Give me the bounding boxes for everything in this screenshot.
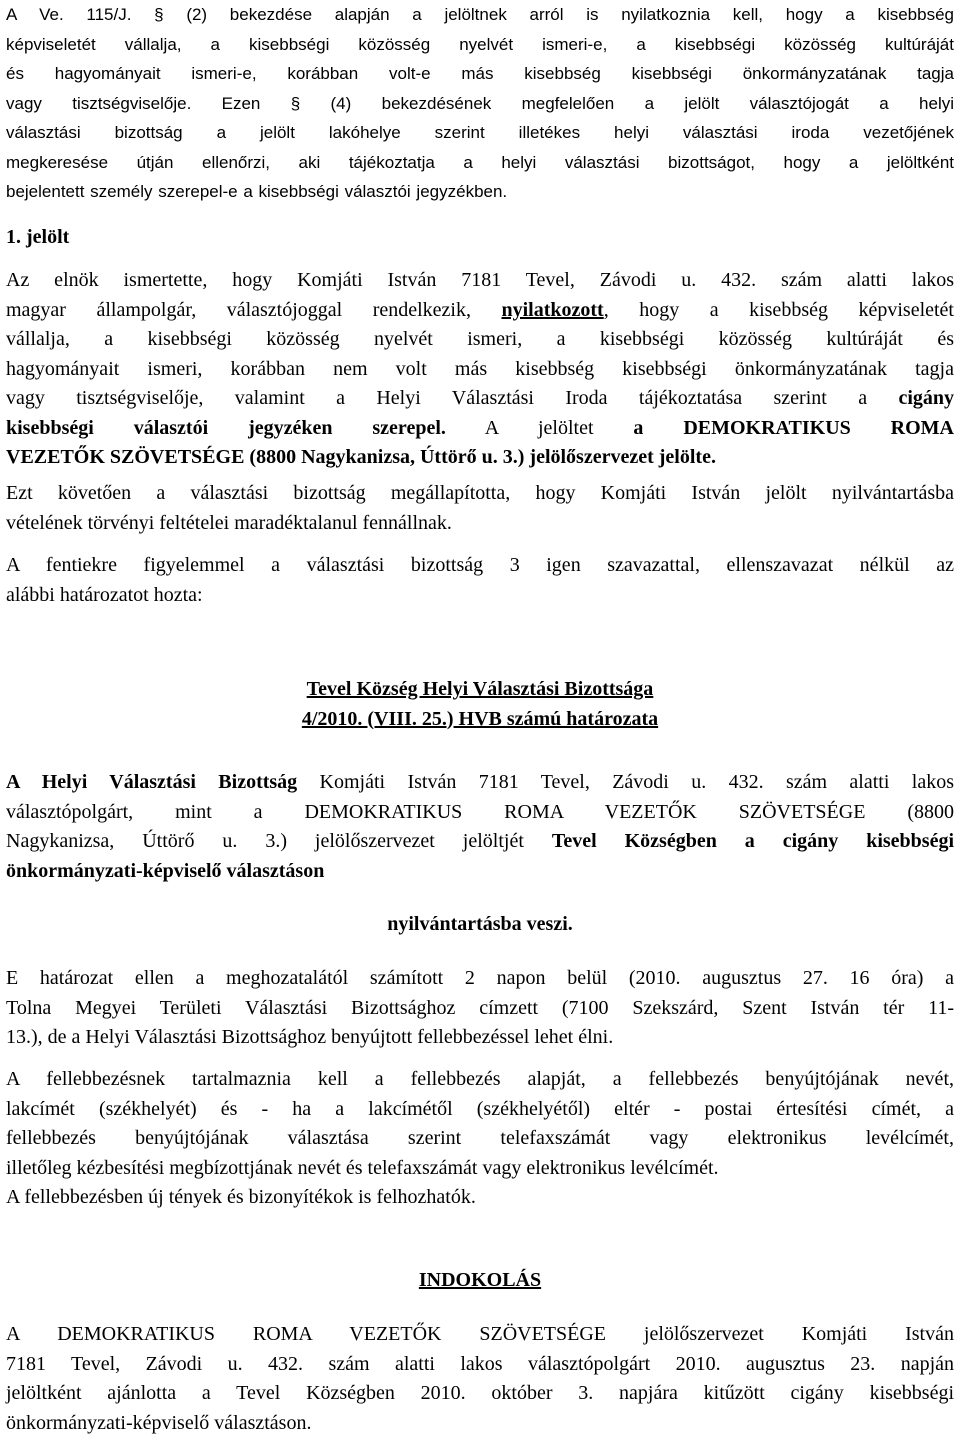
text-line: választópolgárt, mint a DEMOKRATIKUS ROMA VEZETŐK SZÖVETSÉGE (8800 (6, 798, 954, 828)
text-line: vagy tisztségviselője, valamint a Helyi Választási Iroda tájékoztatása szerint a cigány (6, 384, 954, 414)
candidate-statement (6, 266, 954, 473)
resolution-title (6, 675, 954, 734)
text-line: 13.), de a Helyi Választási Bizottsághoz benyújtott fellebbezéssel lehet élni. (6, 1023, 954, 1053)
vote-paragraph (6, 551, 954, 610)
text-line: vételének törvényi feltételei maradéktalanul fennállnak. (6, 509, 954, 539)
text-line: hagyományait ismeri, korábban nem volt más kisebbség kisebbségi önkormányzatának tagja (6, 355, 954, 385)
text-line: vállalja, a kisebbségi közösség nyelvét ismeri, a kisebbségi közösség kultúráját és (6, 325, 954, 355)
finding-paragraph (6, 479, 954, 538)
text-line: választási bizottság a jelölt lakóhelye szerint illetékes helyi választási iroda vezetőjének (6, 118, 954, 148)
text-line: és hagyományait ismeri-e, korábban volt-e más kisebbség kisebbségi önkormányzatának tagja (6, 59, 954, 89)
resolution-body (6, 768, 954, 886)
text-line: VEZETŐK SZÖVETSÉGE (8800 Nagykanizsa, Úttörő u. 3.) jelölőszervezet jelölte. (6, 443, 954, 473)
text-line: A Ve. 115/J. § (2) bekezdése alapján a jelöltnek arról is nyilatkoznia kell, hogy a kisebbség (6, 0, 954, 30)
text-line: magyar állampolgár, választójoggal rendelkezik, nyilatkozott, hogy a kisebbség képviseletét (6, 296, 954, 326)
text-line: vagy tisztségviselője. Ezen § (4) bekezdésének megfelelően a jelölt választójogát a helyi (6, 89, 954, 119)
text-line: önkormányzati-képviselő választáson (6, 857, 954, 887)
text-line: Ezt követően a választási bizottság megállapította, hogy Komjáti István jelölt nyilvántartásba (6, 479, 954, 509)
text-line: kisebbségi választói jegyzéken szerepel. A jelöltet a DEMOKRATIKUS ROMA (6, 414, 954, 444)
text-line: illetőleg kézbesítési megbízottjának nevét és telefaxszámát vagy elektronikus levélcímét. (6, 1154, 954, 1184)
text-line: jelöltként ajánlotta a Tevel Községben 2010. október 3. napjára kitűzött cigány kisebbségi (6, 1379, 954, 1409)
text-line: megkeresése útján ellenőrzi, aki tájékoztatja a helyi választási bizottságot, hogy a jelöltként (6, 148, 954, 178)
text-line: Nagykanizsa, Úttörő u. 3.) jelölőszervezet jelöltjét Tevel Községben a cigány kisebbségi (6, 827, 954, 857)
candidate-heading: 1. jelölt (6, 223, 954, 253)
appeal-contents-paragraph (6, 1065, 954, 1213)
text-line: A fentiekre figyelemmel a választási bizottság 3 igen szavazattal, ellenszavazat nélkül az (6, 551, 954, 581)
text-line: önkormányzati-képviselő választáson. (6, 1409, 954, 1438)
text-line: A DEMOKRATIKUS ROMA VEZETŐK SZÖVETSÉGE jelölőszervezet Komjáti István (6, 1320, 954, 1350)
reasoning-heading: INDOKOLÁS (6, 1266, 954, 1296)
text-line: lakcímét (székhelyét) és - ha a lakcímétől (székhelyétől) eltér - postai értesítési címét, a (6, 1095, 954, 1125)
resolution-title-line: Tevel Község Helyi Választási Bizottsága (6, 675, 954, 705)
text-line: alábbi határozatot hozta: (6, 581, 954, 611)
text-line: Tolna Megyei Területi Választási Bizottsághoz címzett (7100 Szekszárd, Szent István tér 11- (6, 994, 954, 1024)
text-line: A Helyi Választási Bizottság Komjáti István 7181 Tevel, Závodi u. 432. szám alatti lakos (6, 768, 954, 798)
appeal-deadline-paragraph (6, 964, 954, 1053)
text-line: 7181 Tevel, Závodi u. 432. szám alatti lakos választópolgárt 2010. augusztus 23. napján (6, 1350, 954, 1380)
declared-emphasis: nyilatkozott (502, 299, 604, 321)
text-line: képviseletét vállalja, a kisebbségi közösség nyelvét ismeri-e, a kisebbségi közösség kultúráját (6, 30, 954, 60)
resolution-title-line: 4/2010. (VIII. 25.) HVB számú határozata (6, 705, 954, 735)
text-line: E határozat ellen a meghozatalától számított 2 napon belül (2010. augusztus 27. 16 óra) a (6, 964, 954, 994)
text-line: A fellebbezésben új tények és bizonyítékok is felhozhatók. (6, 1183, 954, 1213)
text-line: Az elnök ismertette, hogy Komjáti István 7181 Tevel, Závodi u. 432. szám alatti lakos (6, 266, 954, 296)
text-line: A fellebbezésnek tartalmaznia kell a fellebbezés alapját, a fellebbezés benyújtójának nevét, (6, 1065, 954, 1095)
reasoning-paragraph (6, 1320, 954, 1438)
text-line: bejelentett személy szerepel-e a kisebbségi választói jegyzékben. (6, 177, 954, 207)
resolution-decision: nyilvántartásba veszi. (6, 910, 954, 940)
text-line: fellebbezés benyújtójának választása szerint telefaxszámát vagy elektronikus levélcímét, (6, 1124, 954, 1154)
legal-basis-paragraph (6, 0, 954, 207)
